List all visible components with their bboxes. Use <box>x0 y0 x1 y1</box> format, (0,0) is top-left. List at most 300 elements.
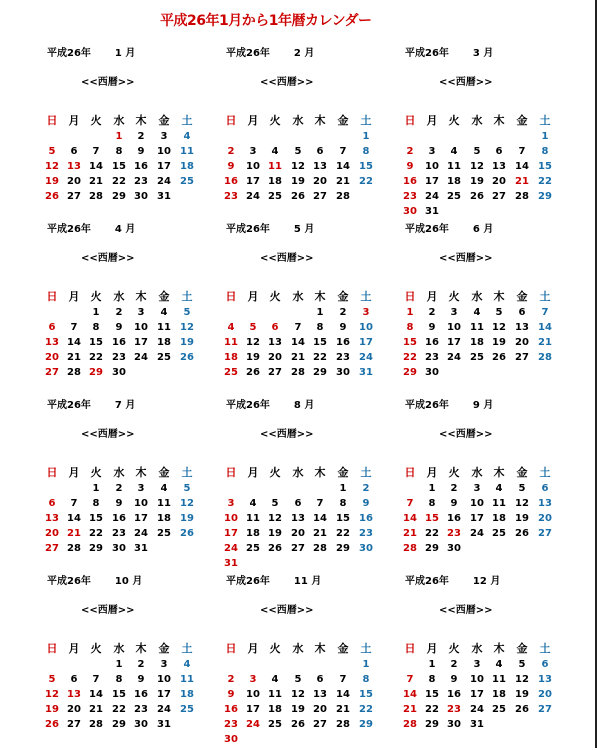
day-cell: 3 <box>160 659 168 670</box>
day-cell: 7 <box>294 322 302 333</box>
weekday-header: 月 <box>247 114 259 127</box>
weekday-header: 火 <box>448 466 460 479</box>
month-label: 8 月 <box>293 400 315 411</box>
weekday-header: 金 <box>158 290 170 303</box>
month-label: 1 月 <box>114 48 136 59</box>
day-cell: 19 <box>492 337 506 348</box>
weekday-header: 月 <box>247 466 259 479</box>
day-cell: 17 <box>425 176 439 187</box>
day-cell: 18 <box>157 513 171 524</box>
day-cell: 24 <box>134 352 148 363</box>
day-cell: 8 <box>115 674 123 685</box>
day-cell: 17 <box>470 689 484 700</box>
weekday-header: 金 <box>516 290 528 303</box>
month-block <box>226 396 404 574</box>
day-cell: 15 <box>112 161 126 172</box>
day-cell: 6 <box>316 674 324 685</box>
day-cell: 19 <box>291 176 305 187</box>
day-cell: 30 <box>134 191 148 202</box>
day-cell: 1 <box>406 307 414 318</box>
weekday-header: 日 <box>225 466 237 479</box>
day-cell: 4 <box>271 674 279 685</box>
weekday-header: 木 <box>135 642 147 655</box>
day-cell: 26 <box>470 191 484 202</box>
day-cell: 16 <box>447 513 461 524</box>
day-cell: 27 <box>313 719 327 730</box>
day-cell: 6 <box>70 146 78 157</box>
weekday-header: 日 <box>46 642 58 655</box>
day-cell: 15 <box>313 337 327 348</box>
weekday-header: 土 <box>360 466 372 479</box>
day-cell: 28 <box>89 191 103 202</box>
day-cell: 10 <box>157 674 171 685</box>
month-block <box>226 220 404 398</box>
month-block <box>226 572 404 750</box>
day-cell: 19 <box>45 176 59 187</box>
day-cell: 11 <box>268 161 282 172</box>
day-cell: 4 <box>249 498 257 509</box>
weekday-header: 木 <box>314 642 326 655</box>
day-cell: 2 <box>428 307 436 318</box>
day-cell: 22 <box>403 352 417 363</box>
day-cell: 12 <box>291 161 305 172</box>
day-cell: 3 <box>249 146 257 157</box>
weekday-header: 火 <box>269 642 281 655</box>
day-cell: 27 <box>538 704 552 715</box>
month-label: 10 月 <box>114 576 143 587</box>
day-cell: 10 <box>246 161 260 172</box>
day-cell: 11 <box>157 498 171 509</box>
day-cell: 30 <box>336 367 350 378</box>
day-cell: 16 <box>134 689 148 700</box>
day-cell: 19 <box>45 704 59 715</box>
era-year-label: 平成26年 <box>226 224 270 235</box>
day-cell: 4 <box>183 131 191 142</box>
day-cell: 9 <box>339 322 347 333</box>
day-cell: 23 <box>403 191 417 202</box>
day-cell: 30 <box>224 734 238 745</box>
day-cell: 1 <box>428 659 436 670</box>
day-cell: 6 <box>541 659 549 670</box>
month-label: 7 月 <box>114 400 136 411</box>
day-cell: 25 <box>157 528 171 539</box>
weekday-header: 水 <box>292 114 304 127</box>
month-label: 12 月 <box>472 576 501 587</box>
day-cell: 12 <box>180 498 194 509</box>
day-cell: 26 <box>180 352 194 363</box>
day-cell: 20 <box>538 689 552 700</box>
weekday-header: 金 <box>337 290 349 303</box>
day-cell: 24 <box>425 191 439 202</box>
day-cell: 27 <box>313 191 327 202</box>
day-cell: 12 <box>246 337 260 348</box>
day-cell: 28 <box>403 719 417 730</box>
weekday-header: 土 <box>360 290 372 303</box>
day-cell: 31 <box>425 206 439 217</box>
day-cell: 7 <box>92 146 100 157</box>
day-cell: 24 <box>470 528 484 539</box>
day-cell: 20 <box>45 352 59 363</box>
weekday-header: 月 <box>426 290 438 303</box>
day-cell: 12 <box>45 161 59 172</box>
western-era-label: <<西暦>> <box>260 429 314 440</box>
day-cell: 9 <box>137 146 145 157</box>
day-cell: 11 <box>470 322 484 333</box>
day-cell: 8 <box>362 146 370 157</box>
weekday-header: 土 <box>181 642 193 655</box>
month-heading <box>47 572 142 587</box>
day-cell: 16 <box>336 337 350 348</box>
day-cell: 26 <box>45 191 59 202</box>
weekday-header: 金 <box>337 642 349 655</box>
western-era-label: <<西暦>> <box>439 253 493 264</box>
day-cell: 19 <box>246 352 260 363</box>
day-cell: 10 <box>447 322 461 333</box>
day-cell: 9 <box>115 498 123 509</box>
day-cell: 3 <box>473 659 481 670</box>
day-cell: 20 <box>515 337 529 348</box>
weekday-header: 火 <box>269 290 281 303</box>
weekday-header: 水 <box>471 466 483 479</box>
day-cell: 2 <box>450 483 458 494</box>
western-era-label: <<西暦>> <box>260 77 314 88</box>
day-cell: 19 <box>291 704 305 715</box>
day-cell: 12 <box>45 689 59 700</box>
weekday-header: 土 <box>181 466 193 479</box>
weekday-header: 日 <box>404 114 416 127</box>
day-cell: 5 <box>249 322 257 333</box>
weekday-header: 月 <box>426 114 438 127</box>
day-cell: 27 <box>45 543 59 554</box>
day-cell: 22 <box>336 528 350 539</box>
day-cell: 25 <box>268 719 282 730</box>
day-cell: 25 <box>246 543 260 554</box>
day-cell: 23 <box>112 352 126 363</box>
weekday-header: 日 <box>225 114 237 127</box>
day-cell: 2 <box>115 307 123 318</box>
day-cell: 18 <box>492 689 506 700</box>
day-cell: 28 <box>291 367 305 378</box>
month-heading <box>405 572 500 587</box>
day-cell: 23 <box>336 352 350 363</box>
era-year-label: 平成26年 <box>47 48 91 59</box>
day-cell: 15 <box>359 689 373 700</box>
day-cell: 26 <box>291 719 305 730</box>
day-cell: 2 <box>137 131 145 142</box>
weekday-header: 金 <box>516 114 528 127</box>
weekday-header: 木 <box>493 466 505 479</box>
weekday-header: 火 <box>269 114 281 127</box>
day-cell: 23 <box>447 528 461 539</box>
day-cell: 31 <box>470 719 484 730</box>
day-cell: 2 <box>339 307 347 318</box>
day-cell: 20 <box>313 704 327 715</box>
weekday-header: 火 <box>269 466 281 479</box>
day-cell: 14 <box>336 689 350 700</box>
day-cell: 6 <box>518 307 526 318</box>
weekday-header: 木 <box>493 114 505 127</box>
month-heading <box>47 220 135 235</box>
day-cell: 1 <box>92 307 100 318</box>
weekday-header: 月 <box>247 290 259 303</box>
day-cell: 6 <box>294 498 302 509</box>
western-era-label: <<西暦>> <box>439 429 493 440</box>
day-cell: 29 <box>425 719 439 730</box>
day-cell: 24 <box>134 528 148 539</box>
day-cell: 8 <box>92 498 100 509</box>
era-year-label: 平成26年 <box>226 48 270 59</box>
month-label: 5 月 <box>293 224 315 235</box>
day-cell: 18 <box>246 528 260 539</box>
era-year-label: 平成26年 <box>226 400 270 411</box>
day-cell: 10 <box>224 513 238 524</box>
day-cell: 25 <box>492 528 506 539</box>
day-cell: 14 <box>515 161 529 172</box>
day-cell: 3 <box>450 307 458 318</box>
day-cell: 19 <box>515 689 529 700</box>
weekday-header: 土 <box>181 290 193 303</box>
month-block <box>405 44 583 222</box>
day-cell: 2 <box>406 146 414 157</box>
weekday-header: 木 <box>314 114 326 127</box>
day-cell: 21 <box>313 528 327 539</box>
day-cell: 30 <box>403 206 417 217</box>
weekday-header: 水 <box>292 290 304 303</box>
day-cell: 21 <box>515 176 529 187</box>
weekday-header: 日 <box>46 114 58 127</box>
day-cell: 15 <box>359 161 373 172</box>
era-year-label: 平成26年 <box>405 576 449 587</box>
day-cell: 29 <box>89 543 103 554</box>
day-cell: 12 <box>515 674 529 685</box>
month-label: 2 月 <box>293 48 315 59</box>
day-cell: 13 <box>492 161 506 172</box>
day-cell: 14 <box>291 337 305 348</box>
day-cell: 5 <box>518 483 526 494</box>
day-cell: 18 <box>492 513 506 524</box>
month-heading <box>405 396 493 411</box>
day-cell: 7 <box>406 498 414 509</box>
weekday-header: 水 <box>471 642 483 655</box>
day-cell: 8 <box>115 146 123 157</box>
day-cell: 26 <box>180 528 194 539</box>
day-cell: 18 <box>447 176 461 187</box>
weekday-header: 土 <box>539 290 551 303</box>
day-cell: 5 <box>518 659 526 670</box>
day-cell: 9 <box>428 322 436 333</box>
weekday-header: 日 <box>404 290 416 303</box>
day-cell: 5 <box>48 674 56 685</box>
day-cell: 22 <box>359 704 373 715</box>
day-cell: 5 <box>183 307 191 318</box>
day-cell: 5 <box>48 146 56 157</box>
day-cell: 1 <box>362 131 370 142</box>
month-block <box>47 572 225 750</box>
day-cell: 7 <box>339 674 347 685</box>
weekday-header: 火 <box>90 114 102 127</box>
day-cell: 14 <box>403 513 417 524</box>
day-cell: 21 <box>89 704 103 715</box>
western-era-label: <<西暦>> <box>81 429 135 440</box>
day-cell: 2 <box>137 659 145 670</box>
day-cell: 21 <box>89 176 103 187</box>
day-cell: 10 <box>157 146 171 157</box>
day-cell: 11 <box>268 689 282 700</box>
weekday-header: 日 <box>225 642 237 655</box>
day-cell: 22 <box>538 176 552 187</box>
day-cell: 12 <box>180 322 194 333</box>
western-era-label: <<西暦>> <box>260 605 314 616</box>
day-cell: 29 <box>336 543 350 554</box>
day-cell: 23 <box>224 191 238 202</box>
day-cell: 7 <box>518 146 526 157</box>
day-cell: 8 <box>339 498 347 509</box>
day-cell: 13 <box>538 498 552 509</box>
day-cell: 1 <box>541 131 549 142</box>
day-cell: 15 <box>336 513 350 524</box>
day-cell: 8 <box>428 674 436 685</box>
day-cell: 8 <box>428 498 436 509</box>
day-cell: 7 <box>339 146 347 157</box>
day-cell: 13 <box>67 161 81 172</box>
weekday-header: 月 <box>68 114 80 127</box>
weekday-header: 木 <box>135 114 147 127</box>
day-cell: 18 <box>268 704 282 715</box>
day-cell: 23 <box>425 352 439 363</box>
day-cell: 24 <box>246 191 260 202</box>
day-cell: 26 <box>492 352 506 363</box>
month-heading <box>405 220 493 235</box>
day-cell: 14 <box>336 161 350 172</box>
day-cell: 28 <box>336 719 350 730</box>
weekday-header: 金 <box>337 114 349 127</box>
day-cell: 21 <box>336 704 350 715</box>
day-cell: 19 <box>180 337 194 348</box>
day-cell: 28 <box>538 352 552 363</box>
day-cell: 21 <box>403 528 417 539</box>
day-cell: 5 <box>495 307 503 318</box>
month-label: 9 月 <box>472 400 494 411</box>
day-cell: 29 <box>403 367 417 378</box>
day-cell: 11 <box>157 322 171 333</box>
weekday-header: 日 <box>225 290 237 303</box>
day-cell: 3 <box>227 498 235 509</box>
day-cell: 3 <box>473 483 481 494</box>
day-cell: 17 <box>134 513 148 524</box>
weekday-header: 月 <box>426 466 438 479</box>
era-year-label: 平成26年 <box>405 400 449 411</box>
weekday-header: 金 <box>337 466 349 479</box>
day-cell: 27 <box>268 367 282 378</box>
western-era-label: <<西暦>> <box>439 605 493 616</box>
day-cell: 28 <box>67 367 81 378</box>
day-cell: 3 <box>137 307 145 318</box>
day-cell: 28 <box>403 543 417 554</box>
day-cell: 6 <box>48 498 56 509</box>
day-cell: 13 <box>291 513 305 524</box>
day-cell: 5 <box>294 674 302 685</box>
day-cell: 9 <box>406 161 414 172</box>
day-cell: 16 <box>224 704 238 715</box>
day-cell: 17 <box>447 337 461 348</box>
day-cell: 11 <box>492 674 506 685</box>
day-cell: 22 <box>112 704 126 715</box>
day-cell: 4 <box>495 659 503 670</box>
western-era-label: <<西暦>> <box>439 77 493 88</box>
day-cell: 7 <box>541 307 549 318</box>
day-cell: 28 <box>313 543 327 554</box>
weekday-header: 火 <box>448 642 460 655</box>
day-cell: 9 <box>227 689 235 700</box>
month-heading <box>226 220 314 235</box>
day-cell: 30 <box>112 543 126 554</box>
day-cell: 28 <box>89 719 103 730</box>
weekday-header: 月 <box>68 642 80 655</box>
day-cell: 31 <box>157 191 171 202</box>
day-cell: 10 <box>134 322 148 333</box>
weekday-header: 金 <box>516 642 528 655</box>
day-cell: 22 <box>89 352 103 363</box>
day-cell: 8 <box>92 322 100 333</box>
day-cell: 3 <box>428 146 436 157</box>
day-cell: 21 <box>67 528 81 539</box>
day-cell: 19 <box>515 513 529 524</box>
day-cell: 17 <box>359 337 373 348</box>
western-era-label: <<西暦>> <box>81 253 135 264</box>
weekday-header: 土 <box>181 114 193 127</box>
day-cell: 11 <box>492 498 506 509</box>
day-cell: 17 <box>134 337 148 348</box>
month-block <box>47 44 225 222</box>
month-block <box>405 396 583 574</box>
day-cell: 21 <box>336 176 350 187</box>
day-cell: 8 <box>316 322 324 333</box>
day-cell: 25 <box>447 191 461 202</box>
month-heading <box>226 44 314 59</box>
day-cell: 2 <box>115 483 123 494</box>
day-cell: 15 <box>425 513 439 524</box>
day-cell: 27 <box>538 528 552 539</box>
day-cell: 13 <box>268 337 282 348</box>
month-heading <box>47 44 135 59</box>
day-cell: 14 <box>313 513 327 524</box>
day-cell: 9 <box>137 674 145 685</box>
day-cell: 23 <box>447 704 461 715</box>
day-cell: 16 <box>447 689 461 700</box>
day-cell: 15 <box>403 337 417 348</box>
weekday-header: 金 <box>158 642 170 655</box>
day-cell: 20 <box>313 176 327 187</box>
day-cell: 7 <box>70 322 78 333</box>
day-cell: 21 <box>67 352 81 363</box>
day-cell: 30 <box>359 543 373 554</box>
day-cell: 9 <box>362 498 370 509</box>
weekday-header: 水 <box>113 466 125 479</box>
weekday-header: 火 <box>448 114 460 127</box>
day-cell: 26 <box>291 191 305 202</box>
day-cell: 13 <box>67 689 81 700</box>
month-label: 11 月 <box>293 576 322 587</box>
day-cell: 24 <box>447 352 461 363</box>
weekday-header: 日 <box>404 642 416 655</box>
day-cell: 4 <box>183 659 191 670</box>
day-cell: 31 <box>134 543 148 554</box>
weekday-header: 木 <box>135 466 147 479</box>
day-cell: 20 <box>538 513 552 524</box>
day-cell: 26 <box>246 367 260 378</box>
day-cell: 20 <box>268 352 282 363</box>
day-cell: 25 <box>268 191 282 202</box>
